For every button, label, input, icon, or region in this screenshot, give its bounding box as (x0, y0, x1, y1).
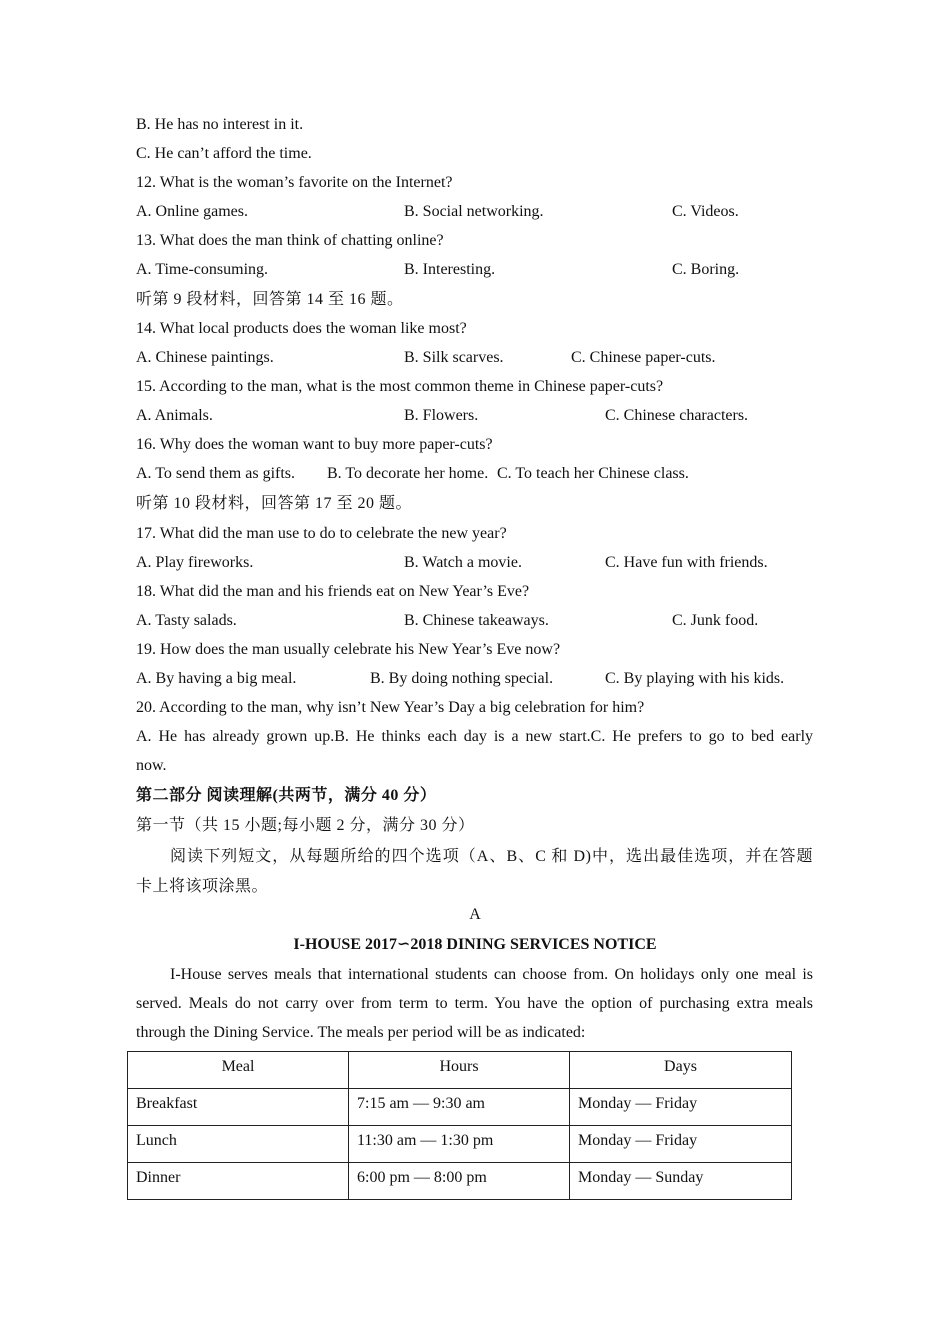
q13-option-c: C. Boring. (672, 261, 740, 278)
q16-question: 16. Why does the woman want to buy more paper-cuts? (136, 436, 493, 453)
table-cell-days: Monday — Friday (570, 1089, 792, 1126)
q15-option-a: A. Animals. (136, 407, 213, 424)
q15-option-c: C. Chinese characters. (605, 407, 749, 424)
q19-question: 19. How does the man usually celebrate his New Year’s Eve now? (136, 641, 561, 658)
part-2-title: 第二部分 阅读理解(共两节，满分 40 分） (136, 787, 437, 804)
q12-option-b: B. Social networking. (404, 203, 544, 220)
reading-instruction-line2: 卡上将该项涂黑。 (136, 878, 269, 895)
q18-option-a: A. Tasty salads. (136, 612, 237, 629)
q13-option-b: B. Interesting. (404, 261, 496, 278)
table-cell-meal: Dinner (128, 1163, 349, 1200)
q17-option-c: C. Have fun with friends. (605, 554, 768, 571)
table-row (128, 1163, 792, 1200)
table-cell-hours: 7:15 am — 9:30 am (349, 1089, 570, 1126)
q15-question: 15. According to the man, what is the most common theme in Chinese paper-cuts? (136, 378, 664, 395)
q11-option-b: B. He has no interest in it. (136, 116, 304, 133)
q16-option-c: C. To teach her Chinese class. (497, 465, 689, 482)
q19-option-c: C. By playing with his kids. (605, 670, 785, 687)
q12-option-c: C. Videos. (672, 203, 739, 220)
q15-option-b: B. Flowers. (404, 407, 479, 424)
dining-hours-table (127, 1051, 792, 1200)
q20-option-a: A. He has already grown up. (136, 728, 335, 745)
table-cell-hours: 6:00 pm — 8:00 pm (349, 1163, 570, 1200)
table-cell-hours: 11:30 am — 1:30 pm (349, 1126, 570, 1163)
q18-option-b: B. Chinese takeaways. (404, 612, 549, 629)
q16-option-a: A. To send them as gifts. (136, 465, 296, 482)
q19-option-b: B. By doing nothing special. (370, 670, 554, 687)
q20-options-line (136, 727, 813, 747)
notice-paragraph-line3: through the Dining Service. The meals per period will be as indicated: (136, 1024, 586, 1041)
q19-option-a: A. By having a big meal. (136, 670, 297, 687)
q20-question: 20. According to the man, why isn’t New Year’s Day a big celebration for him? (136, 699, 645, 716)
passage-letter: A (469, 906, 481, 923)
q18-option-c: C. Junk food. (672, 612, 759, 629)
q16-option-b: B. To decorate her home. (327, 465, 489, 482)
q20-option-c-part1: C. He prefers to go to bed early (590, 728, 814, 745)
q14-option-b: B. Silk scarves. (404, 349, 504, 366)
table-row (128, 1089, 792, 1126)
table-header-row (128, 1052, 792, 1089)
q14-question: 14. What local products does the woman like most? (136, 320, 467, 337)
q13-option-a: A. Time-consuming. (136, 261, 269, 278)
q17-option-a: A. Play fireworks. (136, 554, 254, 571)
table-header-meal: Meal (128, 1052, 349, 1089)
table-cell-days: Monday — Friday (570, 1126, 792, 1163)
table-header-hours: Hours (349, 1052, 570, 1089)
q13-question: 13. What does the man think of chatting online? (136, 232, 444, 249)
q14-option-a: A. Chinese paintings. (136, 349, 274, 366)
q12-option-a: A. Online games. (136, 203, 248, 220)
q17-option-b: B. Watch a movie. (404, 554, 522, 571)
q11-option-c: C. He can’t afford the time. (136, 145, 312, 162)
q20-option-b: B. He thinks each day is a new start. (334, 728, 591, 745)
q12-question: 12. What is the woman’s favorite on the Internet? (136, 174, 453, 191)
q18-question: 18. What did the man and his friends eat on New Year’s Eve? (136, 583, 530, 600)
table-cell-days: Monday — Sunday (570, 1163, 792, 1200)
q14-option-c: C. Chinese paper-cuts. (571, 349, 716, 366)
reading-instruction-line1: 阅读下列短文，从每题所给的四个选项（A、B、C 和 D)中，选出最佳选项，并在答题 (170, 848, 813, 865)
table-cell-meal: Lunch (128, 1126, 349, 1163)
notice-title: I-HOUSE 2017∽2018 DINING SERVICES NOTICE (293, 936, 657, 953)
q17-question: 17. What did the man use to do to celebrate the new year? (136, 525, 507, 542)
table-cell-meal: Breakfast (128, 1089, 349, 1126)
table-row (128, 1126, 792, 1163)
section-10-instruction: 听第 10 段材料，回答第 17 至 20 题。 (136, 495, 413, 512)
section-9-instruction: 听第 9 段材料，回答第 14 至 16 题。 (136, 291, 404, 308)
q20-option-c-part2: now. (136, 757, 167, 774)
table-header-days: Days (570, 1052, 792, 1089)
notice-paragraph-line2: served. Meals do not carry over from term to term. You have the option of purchasing extra meals (136, 995, 813, 1012)
notice-paragraph-line1: I-House serves meals that international students can choose from. On holidays only one meal is (170, 966, 813, 983)
section-1-title: 第一节（共 15 小题;每小题 2 分，满分 30 分） (136, 817, 475, 834)
